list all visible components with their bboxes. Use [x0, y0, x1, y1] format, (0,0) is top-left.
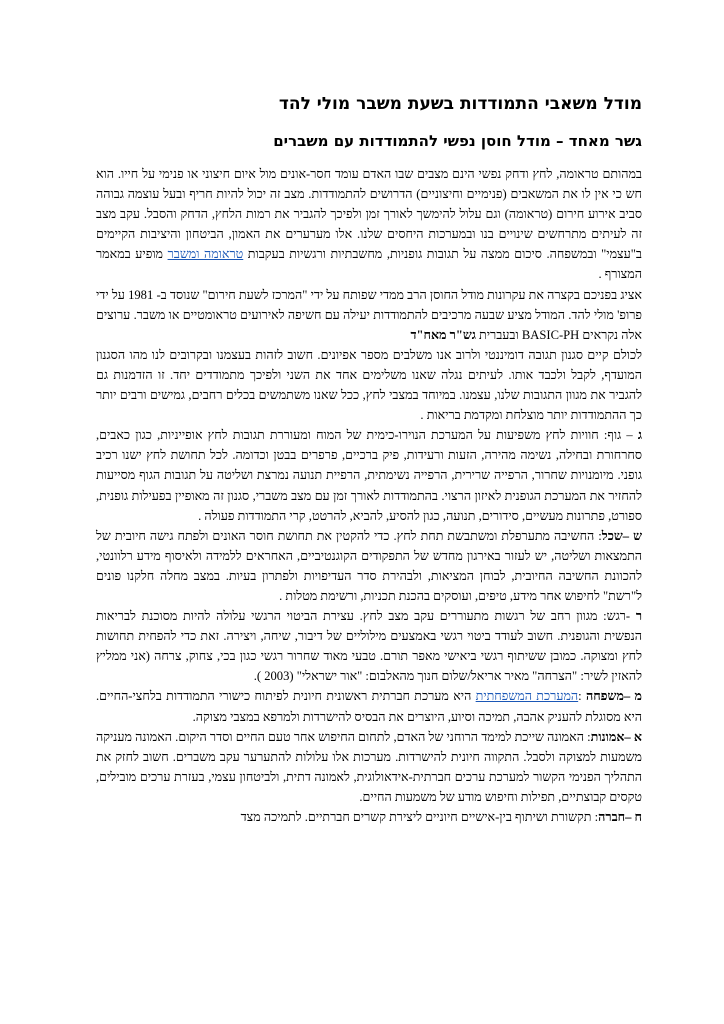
bold-lead: א –אמונות: [590, 729, 642, 744]
paragraph: [96, 686, 642, 726]
paragraph-text: : החשיבה מתערפלת ומשתבשת תחת לחץ. כדי להקטין את תחושת חוסר האונים ולפתח גישה חיובית של התמצאות ושליטה, יש לעזור באירגון מחדש של התפקודים הקוגנטיביים, האחראים ללמידה ולאיסוף מידע רלוונטי, להכוונת החשיבה החיובית, לבוחן המציאות, ולבהירת סדר העדיפויות ולפתרון בעיות. במצב מחלה חלקנו פונים ל"רשת" לחיפוש אחר מידע, טיפים, ועוסקים בהכנת תכניות, ורשימת מטלות .: [96, 528, 642, 603]
paragraph: [96, 606, 642, 686]
paragraph-text: -רגש: מגוון רחב של רגשות מתעוררים עקב מצב לחץ. עצירת הביטוי הרגשי עלולה להיות מסוכנת לבריאות הנפשית והגופנית. חשוב לעודד ביטוי רגשי באמצעים מילוליים של דיבור, שיחה, ויצירה. זאת כדי להפחית תחושות לחץ ומצוקה. כמובן ששיתוף רגשי ביאישי מאפר תורם. טבעי מאוד שחרור רגשי כגון בכי, צחוק, צרחה (אני ממליץ להאזין לשיר: "הצרחה" מאיר אריאל/שלום חנוך מהאלבום: "אור ישראלי" (2003 ).: [96, 609, 642, 684]
paragraph-text: : האמונה שייכת למימד הרוחני של האדם, לתחום החיפוש אחר טעם החיים וסדר היקום. האמונה מעניקה משמעות למצוקה ולסבל. התקווה חיונית להישרדות. מערכות אלו עלולות להתערער עקב משברים. חשוב לחזק את התהליך הפנימי הקשור למערכת ערכים חברתית-אידאולוגית, לאמונה דתית, ולביטחון עצמי, בעזרת ערכים מובילים, טקסים קבוצתיים, תפילות וחיפוש מודע של משמעות החיים.: [96, 729, 642, 804]
bold-lead: ר: [635, 609, 642, 624]
paragraph-text: : תקשורת ושיתוף בין-אישיים חיוניים ליצירת קשרים חברתיים. לתמיכה מצד: [240, 810, 599, 824]
paragraph: [96, 285, 642, 345]
inline-link[interactable]: המערכת המשפחתית: [475, 689, 579, 704]
paragraph-text: אציג בפניכם בקצרה את עקרונות מודל החוסן הרב ממדי שפותח על ידי "המרכז לשעת חירום" שנוסד ב- 1981 על ידי פרופ' מולי להד. המודל מציע שבעה מרכיבים להתמודדות יעילה עם חשיפה לאירועים טראומטיים או משבר. ערוצים אלה נקראים BASIC-PH ובעברית: [96, 287, 642, 342]
document-title: מודל משאבי התמודדות בשעת משבר מולי להד: [278, 94, 642, 114]
paragraph-text: במהותם טראומה, לחץ ודחק נפשי הינם מצבים שבו האדם עומד חסר-אונים מול איום חיצוני או פנימי על חייו. הוא חש כי אין לו את המשאבים (פנימיים וחיצוניים) הדרושים להתמודדות. מצב זה יכול להיות חריף ובעל עוצמה גבוהה סביב אירוע חירום (טראומה) וגם עלול להימשך לאורך זמן ולפיכך להגביר את רמות הלחץ, הדחק והסבל. עקב מצב זה לעיתים מתרחשים שינויים בנו ובמערכות היחסים שלנו. אלו מערערים את האמון, הביטחון והיציבות הקיימים ב"עצמי" ובמשפחה. סיכום ממצה על תגובות גופניות, מחשבתיות ורגשיות בעקבות: [96, 167, 642, 262]
bold-lead: ח –חברה: [598, 810, 642, 824]
paragraph-text: היא מערכת חברתית ראשונית חיונית לפיתוח כישורי התמודדות בלחצי-החיים. היא מסוגלת להעניק אהבה, תמיכה וסיוע, היוצרים את הבסיס להישרדות ולמרפא במצבי מצוקה.: [96, 689, 642, 724]
document-subtitle: גשר מאחד – מודל חוסן נפשי להתמודדות עם משברים: [273, 132, 642, 150]
bold-lead: מ –משפחה: [585, 689, 642, 704]
paragraph-text: מופיע במאמר המצורף .: [96, 247, 642, 282]
paragraph: [96, 164, 642, 285]
bold-lead: ג: [637, 428, 642, 443]
bold-lead: גש"ר מאח"ד: [410, 327, 476, 342]
document-body: [96, 164, 642, 827]
paragraph: [96, 727, 642, 807]
paragraph: [96, 345, 642, 425]
paragraph: [96, 807, 642, 827]
paragraph-text: לכולם קיים סגנון תגובה דומיננטי ולרוב אנו משלבים מספר אפיונים. חשוב לזהות בעצמנו ובקרובים לנו מהו הסגנון המועדף, לקבל ולכבד אותו. לעיתים נגלה שאנו משלימים אחד את השני ולפיכך מתמודדים יחד. זו הזדמנות גם להגביר את מגוון התגובות שלנו, עצמנו. במיוחד במצבי לחץ, ככל שאנו משתמשים בכלים רחבים, גמישים ורבים יותר כך ההתמודדות יותר מוצלחת ומקדמת בריאות .: [96, 347, 642, 423]
paragraph-text: – גוף: חוויות לחץ משפיעות על המערכת הנוירו-כימית של המוח ומעוררת תגובות לחץ אופייניות, כגון כאבים, סחרחורת ובחילה, נשימה מהירה, הזעות ורעידות, פיק ברכיים, פרפרים בבטן וכדומה. לכל תחושת לחץ ישנו רכיב גופני. מיומנויות שחרור, הרפייה שרירית, הרפייה נשימתית, הרפיית תנועה נמרצת ושליטה על תגובות הגוף מסייעות להחזיר את המערכת הגופנית לאיזון הרצוי. בהתמודדות לאורך זמן עם מצב משברי, סגנון זה מאופיין בפעילות גופנית, ספורט, פתרונות מעשיים, סידורים, תנועה, כגון להסיע, להביא, להרטט, קרי התמודדות פעולה .: [96, 428, 642, 523]
paragraph: [96, 425, 642, 525]
paragraph-text: :: [578, 689, 586, 704]
paragraph: [96, 526, 642, 606]
inline-link[interactable]: טראומה ומשבר: [167, 247, 244, 262]
bold-lead: ש –שכל: [601, 528, 642, 543]
